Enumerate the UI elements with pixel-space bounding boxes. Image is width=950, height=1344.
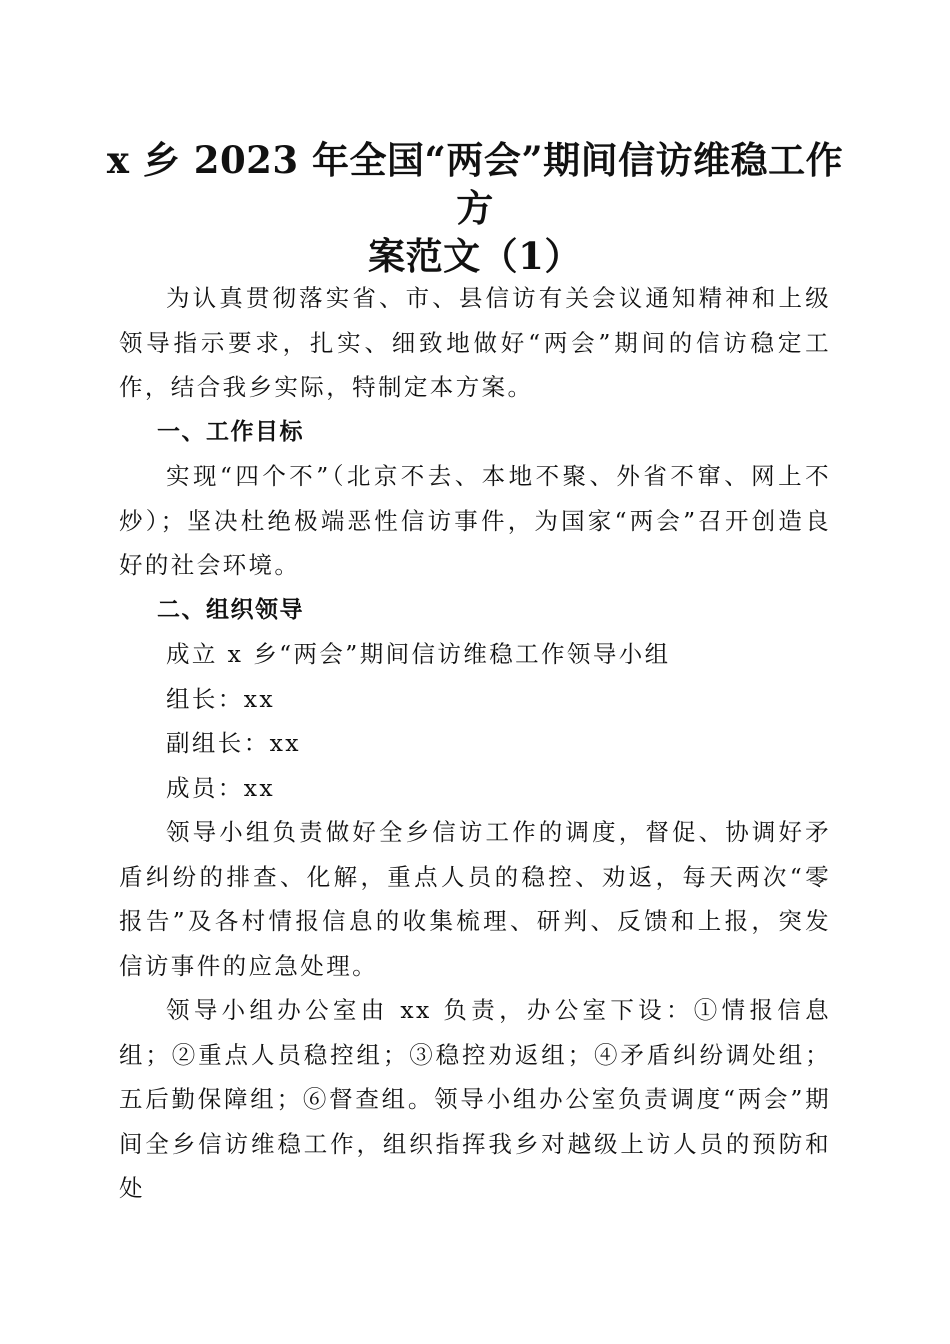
intro-paragraph: 为认真贯彻落实省、市、县信访有关会议通知精神和上级领导指示要求，扎实、细致地做好“两会”期间的信访稳定工作，结合我乡实际，特制定本方案。: [119, 284, 831, 401]
section-heading-goals: 一、工作目标: [157, 418, 304, 445]
duty-paragraph: 领导小组负责做好全乡信访工作的调度，督促、协调好矛盾纠纷的排查、化解，重点人员的稳控、劝返，每天两次“零报告”及各村情报信息的收集梳理、研判、反馈和上报，突发信访事件的应急处理。: [119, 818, 831, 980]
leader-line: 组长：xx: [166, 684, 276, 713]
title-line-1: x 乡 2023 年全国“两会”期间信访维稳工作方: [106, 138, 844, 230]
members-line: 成员：xx: [166, 773, 276, 802]
goals-paragraph: 实现“四个不”（北京不去、本地不聚、外省不窜、网上不炒）；坚决杜绝极端恶性信访事件，为国家“两会”召开创造良好的社会环境。: [119, 462, 831, 579]
document-title: [100, 136, 850, 280]
deputy-leader-line: 副组长：xx: [166, 729, 301, 757]
title-line-2: 案范文（1）: [368, 234, 582, 278]
section-heading-organization: 二、组织领导: [157, 596, 304, 623]
document-body: [119, 276, 831, 1211]
office-paragraph: 领导小组办公室由 xx 负责，办公室下设：①情报信息组；②重点人员稳控组；③稳控劝返组；④矛盾纠纷调处组；五后勤保障组；⑥督查组。领导小组办公室负责调度“两会”期间全乡信访维稳工作，组织指挥我乡对越级上访人员的预防和处: [119, 996, 831, 1202]
organization-intro-line: 成立 x 乡“两会”期间信访维稳工作领导小组: [166, 640, 671, 668]
